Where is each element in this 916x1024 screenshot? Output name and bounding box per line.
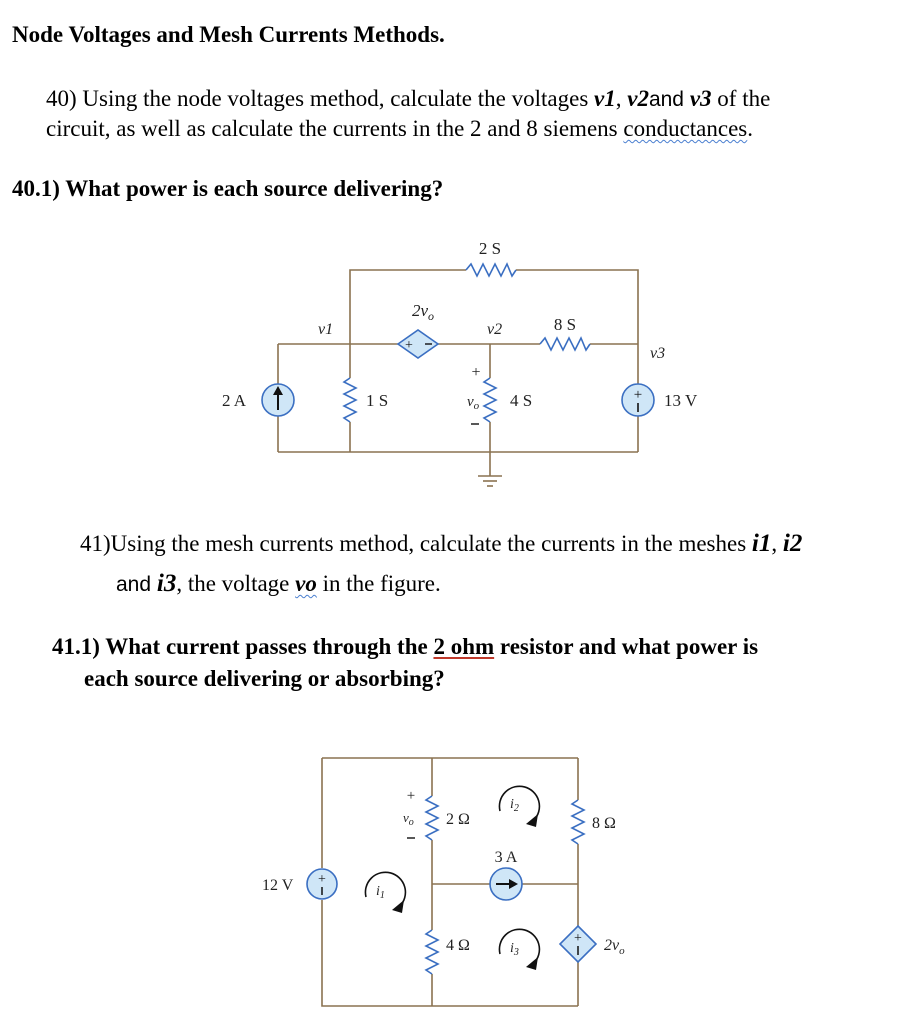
p40-sep: , [615,86,628,111]
p41-vo: vo [295,571,317,596]
p40-conductances: conductances [623,116,748,141]
p41-i3: i3 [156,570,177,597]
mesh-arrow-i3-icon [499,929,539,963]
mesh-arrow-i2-icon [499,786,539,820]
p41-i2: i2 [782,530,803,557]
mesh-arrow-i1-icon [365,872,405,906]
svg-text:+: + [633,387,643,403]
mesh-arrowhead-i3-icon [526,957,538,970]
conductance-2s [466,264,516,276]
label-dep-source: $2v_o$ [412,301,435,323]
voltage-source-12v [307,869,337,899]
ground-icon [478,476,502,486]
p41-comma: , [771,531,783,556]
vo-plus: + [471,364,481,381]
page-title: Node Voltages and Mesh Currents Methods. [12,22,445,47]
label-12v: 12 V [262,877,294,894]
label-2-ohm: 2 Ω [446,811,470,828]
label-2a: 2 A [222,391,247,410]
current-source-3a [490,868,522,900]
dependent-voltage-source [398,330,438,358]
vo2-label: $v_o$ [403,810,414,828]
svg-text:+: + [405,338,413,353]
p41-and: and [116,573,157,596]
mesh-i2-label: $i_2$ [510,797,519,814]
resistor-8-ohm [572,800,584,844]
label-4s: 4 S [510,391,533,410]
label-4-ohm: 4 Ω [446,937,470,954]
p41-i1: i1 [751,530,772,557]
p40-suffix: of the [711,86,771,111]
q41-a: 41.1) What current passes through the [52,634,434,659]
node-v2-label: v2 [487,321,503,338]
label-1s: 1 S [366,391,389,410]
question-40-1: 40.1) What power is each source delivering? [12,176,444,201]
voltage-source-13v [622,384,654,416]
question-41-1-line2: each source delivering or absorbing? [84,666,445,691]
node-v3-label: v3 [650,345,666,362]
p40-v2: v2 [627,86,649,111]
p41-end: in the figure. [316,571,441,596]
dependent-voltage-source-2vo [560,926,596,962]
label-8-ohm: 8 Ω [592,815,616,832]
vo-label: $v_o$ [467,394,480,412]
svg-text:+: + [318,872,326,887]
label-13v: 13 V [664,391,698,410]
conductance-8s [540,338,590,350]
circuit-1-wires [278,270,638,476]
vo2-plus: + [406,788,416,804]
label-3a: 3 A [494,849,518,866]
p40-prefix: 40) Using the node voltages method, calculate the voltages [46,86,595,111]
p41-mid: , the voltage [176,571,296,596]
resistor-4-ohm [426,930,438,974]
mesh-arrowhead-i2-icon [526,814,538,827]
svg-text:+: + [574,931,582,946]
circuit-2-wires [322,758,578,1006]
q41-b: resistor and what power is [494,634,759,659]
mesh-i3-label: $i_3$ [510,941,519,958]
mesh-i1-label: $i_1$ [376,884,385,901]
mesh-arrowhead-i1-icon [392,900,404,913]
label-2s: 2 S [478,239,502,258]
p40-v3: v3 [689,86,712,111]
resistor-2-ohm [426,796,438,840]
p40-line2: circuit, as well as calculate the currents in the 2 and 8 siemens [46,116,624,141]
label-2vo: $2v_o$ [604,937,625,957]
current-source-2a [262,384,294,416]
p40-v1: v1 [594,86,616,111]
q41-ohm: 2 ohm [433,634,495,659]
conductance-1s [344,378,356,422]
conductance-4s [484,378,496,422]
node-v1-label: v1 [318,321,334,338]
p40-end: . [747,116,753,141]
label-8s: 8 S [553,315,577,334]
p41-prefix: 41)Using the mesh currents method, calculate the currents in the meshes [80,531,752,556]
p40-and: and [648,88,690,111]
